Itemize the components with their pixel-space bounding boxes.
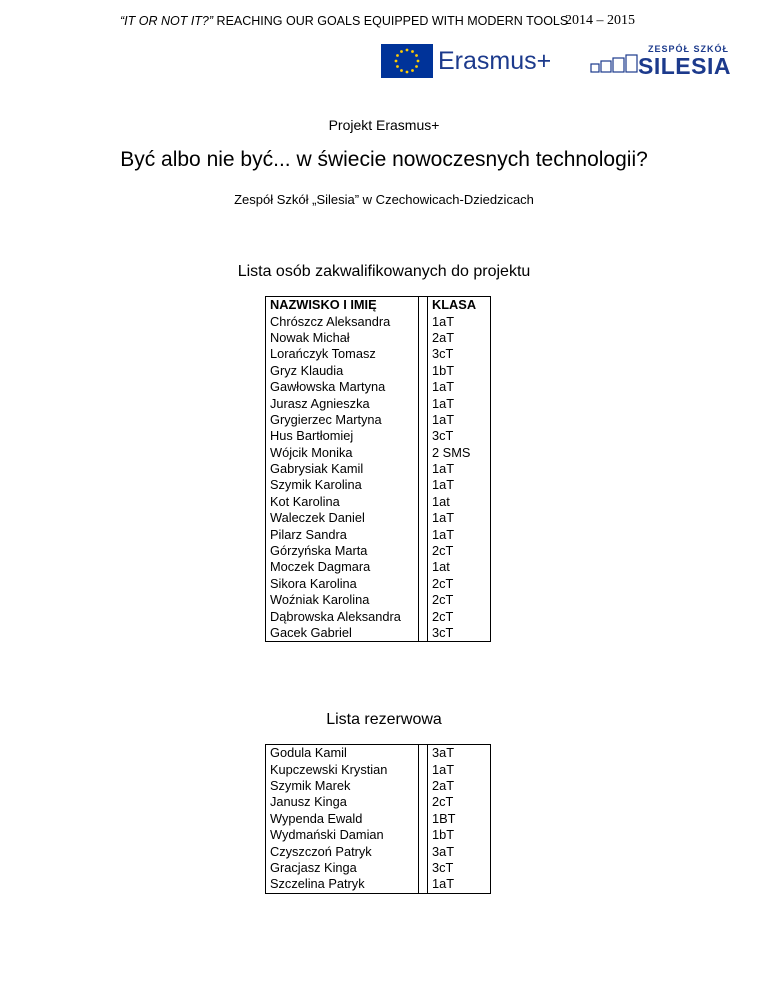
table-row <box>266 543 491 559</box>
cell-name: Grygierzec Martyna <box>266 412 419 428</box>
cell-name: Gabrysiak Kamil <box>266 461 419 477</box>
cell-class: 3cT <box>428 346 491 362</box>
cell-class: 1aT <box>428 313 491 329</box>
school-name: Zespół Szkół „Silesia” w Czechowicach-Dziedzicach <box>234 192 534 207</box>
table-row <box>266 461 491 477</box>
cell-name: Gracjasz Kinga <box>266 860 419 876</box>
table-row <box>266 395 491 411</box>
cell-class: 3aT <box>428 843 491 859</box>
cell-name: Gryz Klaudia <box>266 363 419 379</box>
cell-name: Jurasz Agnieszka <box>266 395 419 411</box>
table-row <box>266 379 491 395</box>
school-logo-small-text: ZESPÓŁ SZKÓŁ <box>648 44 730 54</box>
main-title: Być albo nie być... w świecie nowoczesnych technologii? <box>120 148 648 171</box>
cell-name: Waleczek Daniel <box>266 510 419 526</box>
table-row <box>266 860 491 876</box>
eu-star-icon <box>396 54 399 57</box>
cell-name: Szymik Marek <box>266 778 419 794</box>
cell-class: 2 SMS <box>428 445 491 461</box>
cell-class: 3cT <box>428 625 491 642</box>
cell-name: Kupczewski Krystian <box>266 761 419 777</box>
table-row <box>266 592 491 608</box>
reserve-heading: Lista rezerwowa <box>326 711 442 728</box>
qualified-table <box>265 296 491 642</box>
table-row <box>266 510 491 526</box>
eu-star-icon <box>415 54 418 57</box>
cell-name: Lorańczyk Tomasz <box>266 346 419 362</box>
table-row <box>266 477 491 493</box>
cell-class: 1aT <box>428 412 491 428</box>
table-row <box>266 313 491 329</box>
project-label: Projekt Erasmus+ <box>328 117 440 133</box>
header-title-rest: REACHING OUR GOALS EQUIPPED WITH MODERN TOOLS <box>213 14 569 28</box>
eu-star-icon <box>415 65 418 68</box>
cell-class: 1bT <box>428 363 491 379</box>
cell-class: 1aT <box>428 379 491 395</box>
table-row <box>266 876 491 893</box>
cell-name: Pilarz Sandra <box>266 526 419 542</box>
school-logo-boxes-icon <box>590 54 638 74</box>
cell-class: 2cT <box>428 592 491 608</box>
eu-star-icon <box>396 65 399 68</box>
table-row <box>266 778 491 794</box>
page-header <box>0 0 768 40</box>
cell-class: 1aT <box>428 761 491 777</box>
cell-class: 1aT <box>428 526 491 542</box>
cell-class: 1aT <box>428 876 491 893</box>
cell-class: 2cT <box>428 576 491 592</box>
eu-star-icon <box>406 49 409 52</box>
table-header-row <box>266 297 491 314</box>
cell-class: 2aT <box>428 330 491 346</box>
cell-name: Kot Karolina <box>266 494 419 510</box>
cell-name: Górzyńska Marta <box>266 543 419 559</box>
header-title-italic: “IT OR NOT IT?” <box>120 14 214 28</box>
cell-name: Nowak Michał <box>266 330 419 346</box>
cell-name: Godula Kamil <box>266 745 419 762</box>
cell-name: Gacek Gabriel <box>266 625 419 642</box>
table-row <box>266 559 491 575</box>
cell-name: Szczelina Patryk <box>266 876 419 893</box>
cell-class: 1at <box>428 559 491 575</box>
cell-class: 2cT <box>428 608 491 624</box>
cell-name: Janusz Kinga <box>266 794 419 810</box>
table-row <box>266 843 491 859</box>
cell-class: 2cT <box>428 794 491 810</box>
eu-star-icon <box>406 71 409 74</box>
table-row <box>266 576 491 592</box>
cell-name: Moczek Dagmara <box>266 559 419 575</box>
cell-class: 3aT <box>428 745 491 762</box>
qualified-heading: Lista osób zakwalifikowanych do projektu <box>237 263 531 280</box>
eu-star-icon <box>411 50 414 53</box>
cell-name: Wójcik Monika <box>266 445 419 461</box>
table-row <box>266 412 491 428</box>
cell-name: Woźniak Karolina <box>266 592 419 608</box>
header-title <box>120 14 568 28</box>
table-row <box>266 526 491 542</box>
table-row <box>266 346 491 362</box>
eu-star-icon <box>400 69 403 72</box>
cell-name: Czyszczoń Patryk <box>266 843 419 859</box>
school-logo <box>590 44 730 80</box>
cell-name: Gawłowska Martyna <box>266 379 419 395</box>
table-row <box>266 761 491 777</box>
cell-class: 1aT <box>428 461 491 477</box>
cell-class: 1BT <box>428 811 491 827</box>
eu-star-icon <box>417 60 420 63</box>
table-row <box>266 494 491 510</box>
reserve-table <box>265 744 491 894</box>
table-row <box>266 811 491 827</box>
table-row <box>266 794 491 810</box>
cell-class: 3cT <box>428 428 491 444</box>
cell-name: Wydmański Damian <box>266 827 419 843</box>
cell-name: Wypenda Ewald <box>266 811 419 827</box>
table-row <box>266 445 491 461</box>
cell-name: Hus Bartłomiej <box>266 428 419 444</box>
table-row <box>266 428 491 444</box>
table-row <box>266 363 491 379</box>
cell-name: Dąbrowska Aleksandra <box>266 608 419 624</box>
cell-class: 1at <box>428 494 491 510</box>
cell-class: 2cT <box>428 543 491 559</box>
eu-flag-icon <box>381 44 433 78</box>
cell-name: Chrószcz Aleksandra <box>266 313 419 329</box>
header-name: NAZWISKO I IMIĘ <box>266 297 419 314</box>
cell-class: 1aT <box>428 395 491 411</box>
erasmus-logo-text: Erasmus+ <box>438 47 552 75</box>
cell-class: 1bT <box>428 827 491 843</box>
table-row <box>266 745 491 762</box>
eu-star-icon <box>395 60 398 63</box>
eu-star-icon <box>400 50 403 53</box>
cell-class: 3cT <box>428 860 491 876</box>
eu-star-icon <box>411 69 414 72</box>
table-row <box>266 625 491 642</box>
cell-class: 2aT <box>428 778 491 794</box>
table-row <box>266 608 491 624</box>
header-class: KLASA <box>428 297 491 314</box>
table-row <box>266 827 491 843</box>
header-years: 2014 – 2015 <box>565 13 635 28</box>
logo-bar <box>0 44 768 84</box>
cell-name: Sikora Karolina <box>266 576 419 592</box>
table-row <box>266 330 491 346</box>
cell-class: 1aT <box>428 477 491 493</box>
school-logo-big-text: SILESIA <box>638 53 731 79</box>
cell-class: 1aT <box>428 510 491 526</box>
cell-name: Szymik Karolina <box>266 477 419 493</box>
